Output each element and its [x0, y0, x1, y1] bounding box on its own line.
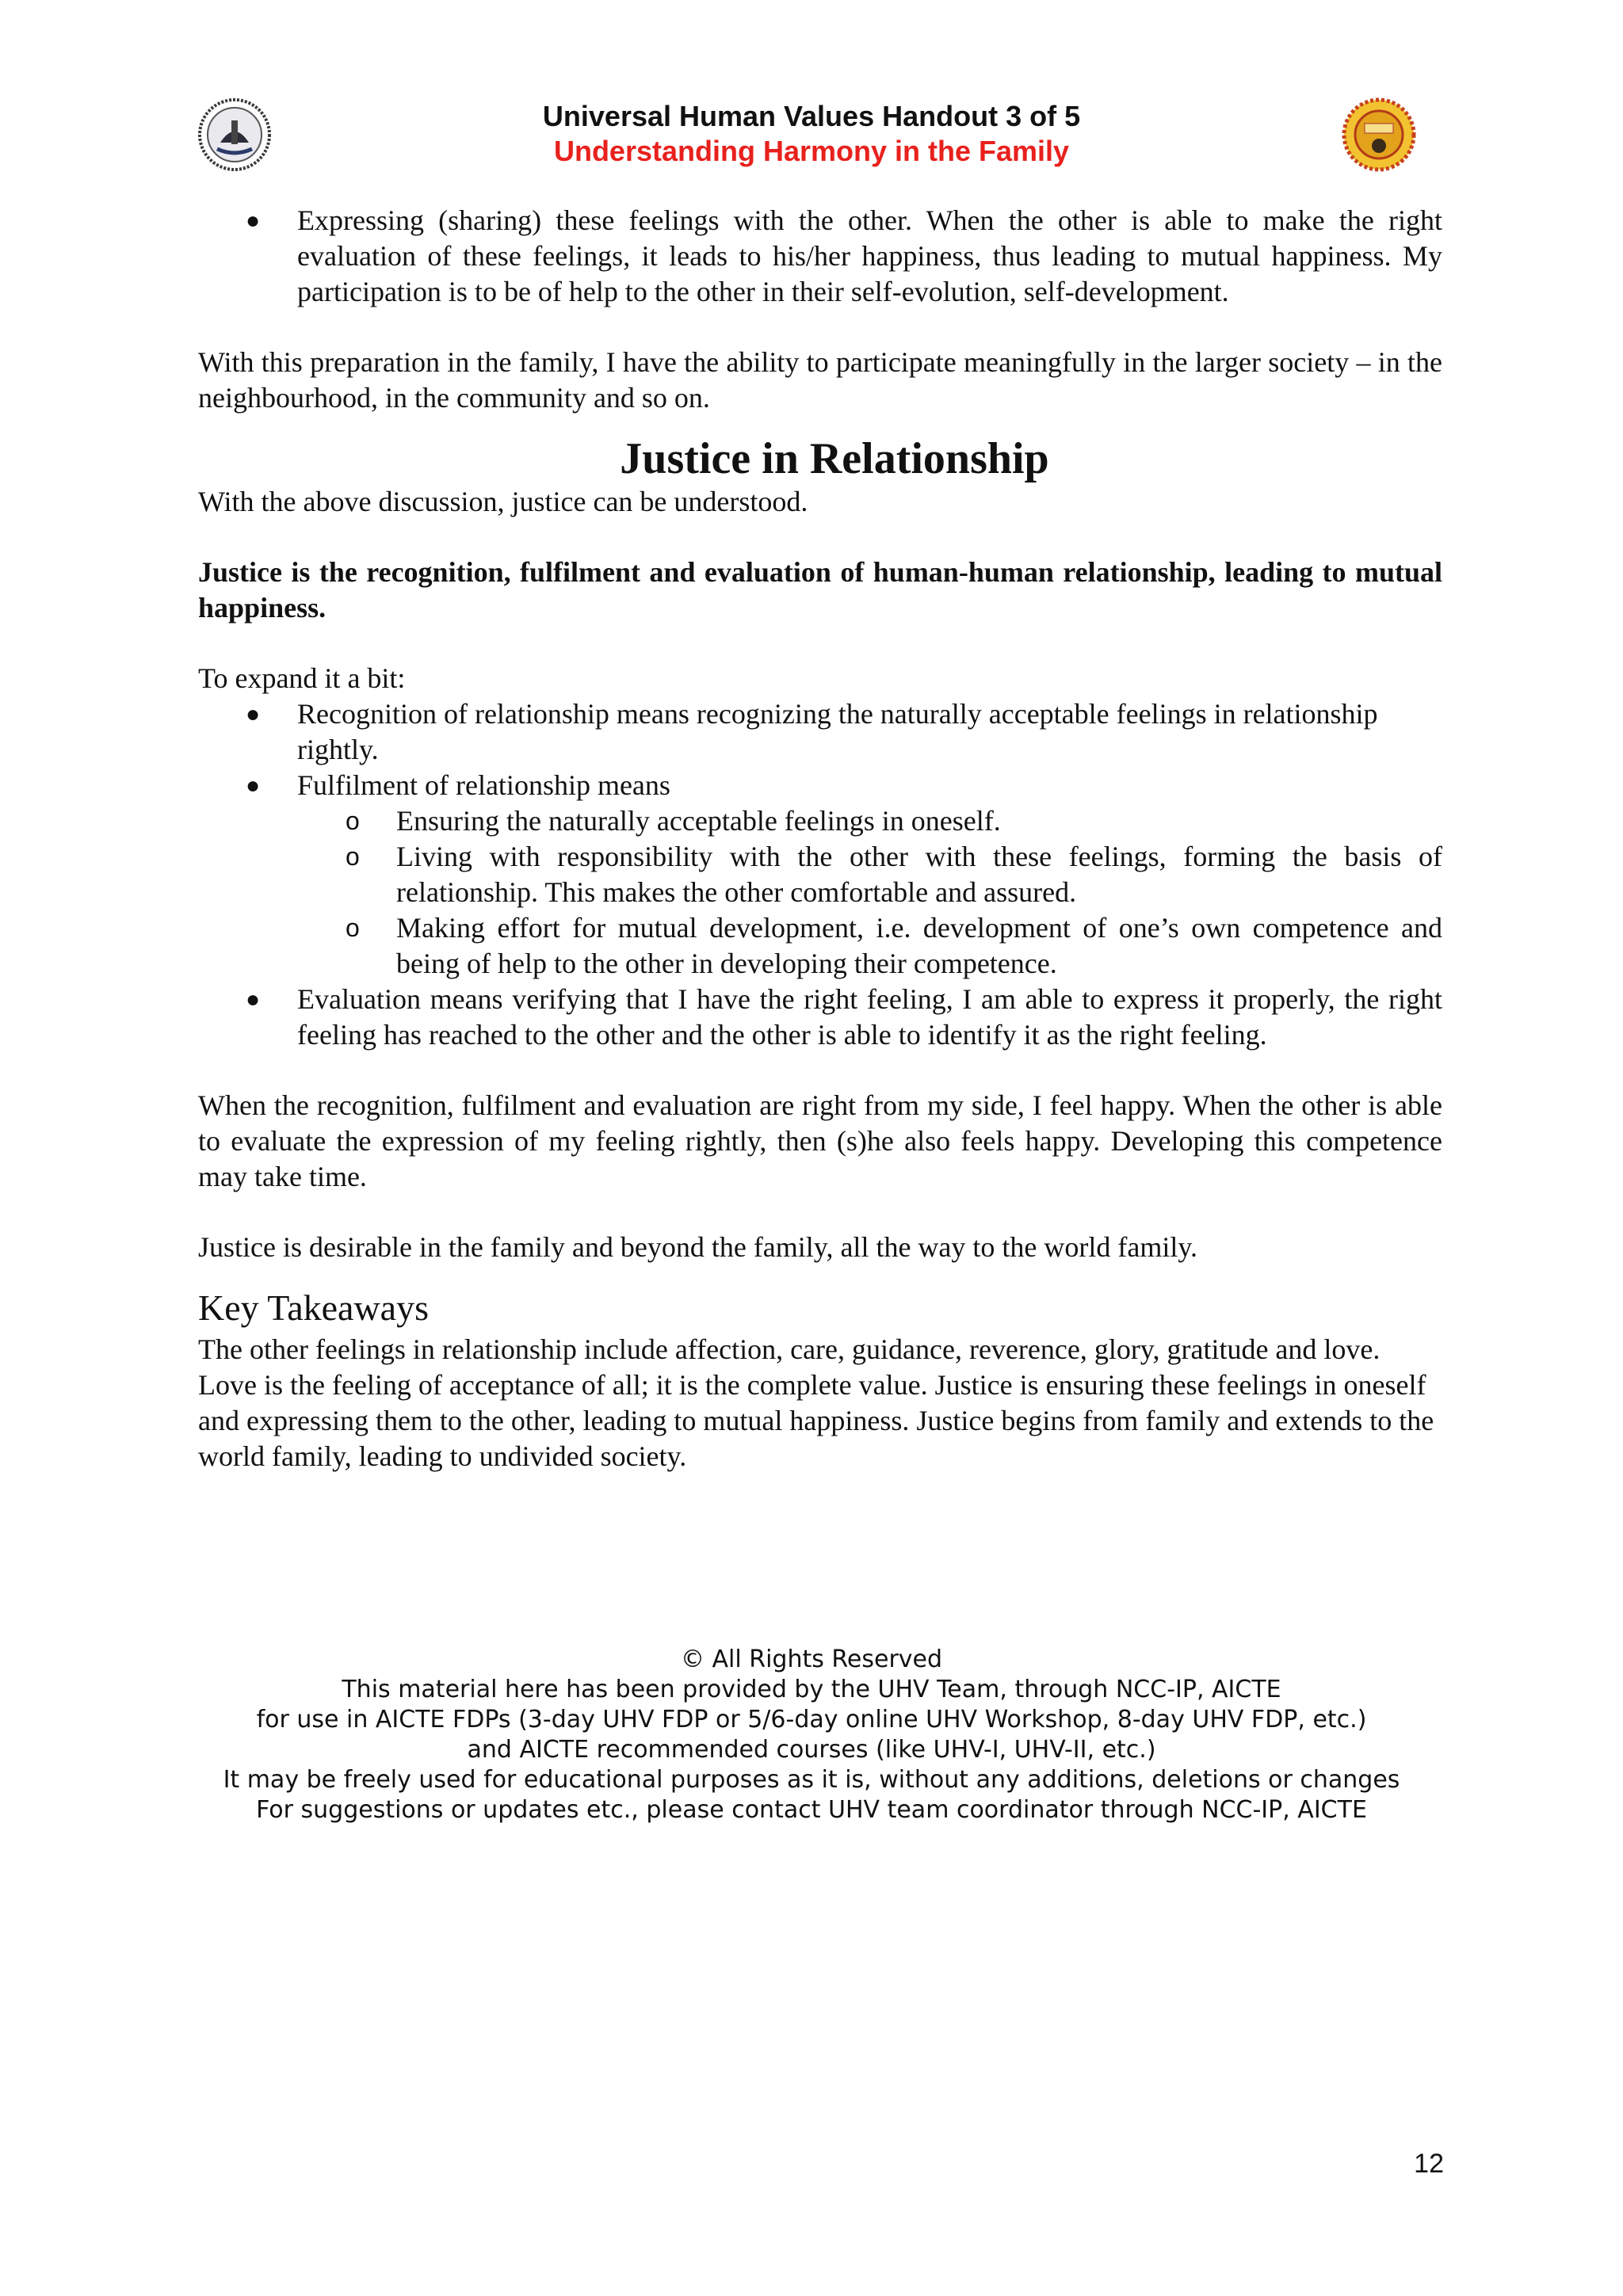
sub-list-item: [198, 839, 1442, 910]
page-header: [0, 93, 1623, 181]
paragraph-desirable: Justice is desirable in the family and beyond the family, all the way to the world family.: [198, 1231, 1198, 1263]
justice-definition: Justice is the recognition, fulfilment and evaluation of human-human relationship, leading to mutual happiness.: [198, 556, 1442, 624]
list-item: [198, 768, 1442, 803]
key-takeaways-heading: Key Takeaways: [198, 1287, 429, 1328]
sub-item-text: Making effort for mutual development, i.e. development of one’s own competence and being of help to the other in developing their competence.: [396, 912, 1442, 979]
sub-item-text: Ensuring the naturally acceptable feelings in oneself.: [396, 805, 1001, 837]
bullet-icon: ●: [246, 208, 261, 234]
footer-line: and AICTE recommended courses (like UHV-I, UHV-II, etc.): [467, 1736, 1156, 1764]
sub-item-text: Living with responsibility with the other with these feelings, forming the basis of relationship. This makes the other comfortable and assured.: [396, 841, 1442, 908]
list-item: [198, 203, 1442, 310]
bullet-icon: ●: [246, 701, 261, 727]
list-item: [198, 696, 1442, 768]
footer-line: It may be freely used for educational purposes as it is, without any additions, deletions or changes: [223, 1766, 1400, 1794]
handout-subtitle: Understanding Harmony in the Family: [553, 135, 1070, 167]
bullet-evaluation: Evaluation means verifying that I have the right feeling, I am able to express it properly, the right feeling has reached to the other and the other is able to identify it as the right feeling.: [297, 983, 1442, 1051]
footer-line: This material here has been provided by the UHV Team, through NCC-IP, AICTE: [342, 1676, 1281, 1703]
bullet-icon: ●: [246, 986, 261, 1013]
right-emblem-logo: [1341, 97, 1417, 173]
list-item: [198, 982, 1442, 1053]
paragraph-happy: When the recognition, fulfilment and evaluation are right from my side, I feel happy. When the other is able to evaluate the expression of my feeling rightly, then (s)he also feels happy. Developing this competence may take time.: [198, 1089, 1442, 1192]
footer-line: For suggestions or updates etc., please contact UHV team coordinator through NCC-IP, AICTE: [256, 1796, 1367, 1824]
section-title: Justice in Relationship: [620, 434, 1049, 483]
handout-title: Universal Human Values Handout 3 of 5: [542, 100, 1081, 132]
sub-list-item: [198, 803, 1442, 839]
page-content: [198, 203, 1442, 1474]
footer-line: © All Rights Reserved: [680, 1646, 943, 1673]
circle-bullet-icon: o: [346, 842, 360, 871]
paragraph-preparation: With this preparation in the family, I have the ability to participate meaningfully in the larger society – in the neighbourhood, in the community and so on.: [198, 346, 1442, 414]
page-number: 12: [1414, 2149, 1444, 2179]
circle-bullet-icon: o: [346, 913, 360, 942]
sub-list-item: [198, 910, 1442, 982]
key-takeaways-text: The other feelings in relationship include affection, care, guidance, reverence, glory, gratitude and love. Love is the feeling of acceptance of all; it is the complete value. Justice is ensuring these feelings in oneself and expressing them to the other, leading to mutual happiness. Justice begins from family and extends to the world family, leading to undivided society.: [198, 1333, 1434, 1472]
bullet-recognition: Recognition of relationship means recognizing the naturally acceptable feelings in relationship rightly.: [297, 698, 1378, 765]
intro-bullet-text: Expressing (sharing) these feelings with the other. When the other is able to make the right evaluation of these feelings, it leads to his/her happiness, thus leading to mutual happiness. My participation is to be of help to the other in their self-evolution, self-development.: [297, 204, 1442, 307]
footer-line: for use in AICTE FDPs (3-day UHV FDP or 5/6-day online UHV Workshop, 8-day UHV FDP, etc.): [256, 1706, 1367, 1733]
paragraph-discussion: With the above discussion, justice can be understood.: [198, 486, 808, 517]
expand-label: To expand it a bit:: [198, 662, 406, 694]
copyright-footer: [0, 1645, 1623, 1825]
circle-bullet-icon: o: [346, 807, 360, 835]
bullet-fulfilment: Fulfilment of relationship means: [297, 769, 670, 801]
bullet-icon: ●: [246, 772, 261, 799]
